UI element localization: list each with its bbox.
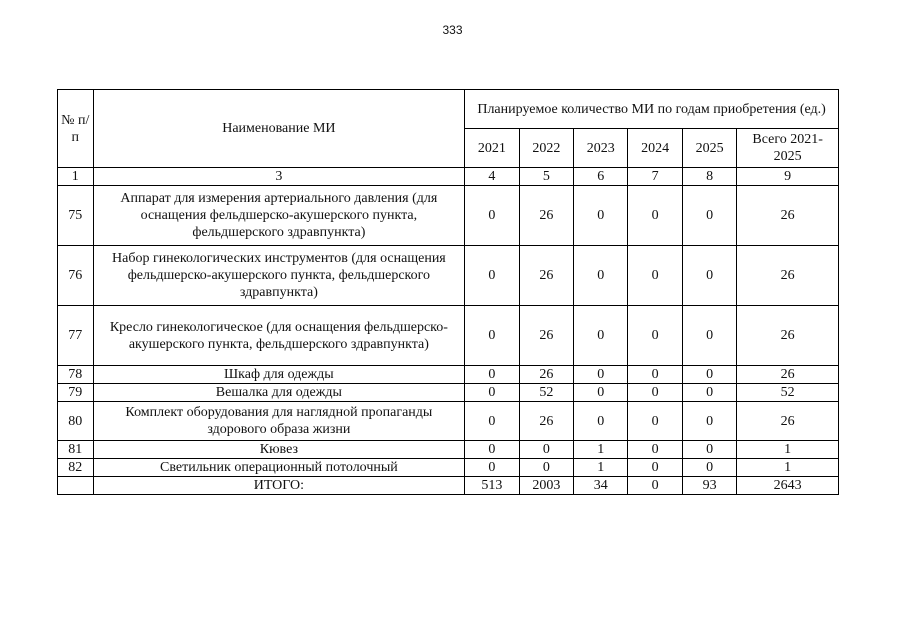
value-2024: 0 [628, 441, 682, 459]
row-number: 81 [58, 441, 94, 459]
item-name: Кювез [93, 441, 465, 459]
value-2025: 0 [682, 441, 736, 459]
value-2023: 0 [574, 402, 628, 441]
row-number: 82 [58, 459, 94, 477]
medical-equipment-table [57, 89, 839, 495]
value-2025: 0 [682, 306, 736, 366]
value-2022: 26 [519, 306, 573, 366]
value-2022: 26 [519, 186, 573, 246]
table-row [58, 246, 839, 306]
header-total: Всего 2021-2025 [737, 129, 839, 168]
header-year-2023: 2023 [574, 129, 628, 168]
column-number-row [58, 168, 839, 186]
table-row [58, 306, 839, 366]
value-2023: 0 [574, 384, 628, 402]
row-number: 75 [58, 186, 94, 246]
value-total: 26 [737, 402, 839, 441]
value-2023: 0 [574, 306, 628, 366]
column-number: 9 [737, 168, 839, 186]
item-name: Шкаф для одежды [93, 366, 465, 384]
value-2025: 0 [682, 366, 736, 384]
value-2025: 0 [682, 459, 736, 477]
value-2021: 0 [465, 186, 519, 246]
header-group: Планируемое количество МИ по годам приобретения (ед.) [465, 90, 839, 129]
item-name: Аппарат для измерения артериального давления (для оснащения фельдшерско-акушерского пункта, фельдшерского здравпункта) [93, 186, 465, 246]
value-total: 1 [737, 441, 839, 459]
value-2022: 0 [519, 459, 573, 477]
value-2022: 26 [519, 366, 573, 384]
value-2024: 0 [628, 384, 682, 402]
item-name: Кресло гинекологическое (для оснащения фельдшерско-акушерского пункта, фельдшерского здравпункта) [93, 306, 465, 366]
column-number: 8 [682, 168, 736, 186]
value-total: 52 [737, 384, 839, 402]
total-2023: 34 [574, 477, 628, 495]
value-2024: 0 [628, 186, 682, 246]
value-2022: 52 [519, 384, 573, 402]
total-row [58, 477, 839, 495]
total-2022: 2003 [519, 477, 573, 495]
value-2024: 0 [628, 246, 682, 306]
header-year-2021: 2021 [465, 129, 519, 168]
column-number: 7 [628, 168, 682, 186]
column-number: 6 [574, 168, 628, 186]
value-2023: 0 [574, 366, 628, 384]
column-number: 1 [58, 168, 94, 186]
table-row [58, 186, 839, 246]
item-name: Светильник операционный потолочный [93, 459, 465, 477]
value-2024: 0 [628, 366, 682, 384]
header-row-1 [58, 90, 839, 129]
value-2025: 0 [682, 186, 736, 246]
row-number: 77 [58, 306, 94, 366]
total-row-empty-cell [58, 477, 94, 495]
value-2025: 0 [682, 402, 736, 441]
value-2024: 0 [628, 459, 682, 477]
value-2023: 1 [574, 441, 628, 459]
value-total: 26 [737, 246, 839, 306]
value-2024: 0 [628, 306, 682, 366]
value-2021: 0 [465, 441, 519, 459]
value-total: 26 [737, 366, 839, 384]
table-row [58, 459, 839, 477]
header-name: Наименование МИ [93, 90, 465, 168]
row-number: 78 [58, 366, 94, 384]
row-number: 79 [58, 384, 94, 402]
value-2023: 0 [574, 246, 628, 306]
row-number: 76 [58, 246, 94, 306]
table-row [58, 384, 839, 402]
value-2022: 26 [519, 246, 573, 306]
column-number: 3 [93, 168, 465, 186]
value-2021: 0 [465, 246, 519, 306]
value-total: 1 [737, 459, 839, 477]
value-total: 26 [737, 306, 839, 366]
value-2021: 0 [465, 366, 519, 384]
row-number: 80 [58, 402, 94, 441]
value-2023: 1 [574, 459, 628, 477]
header-year-2024: 2024 [628, 129, 682, 168]
value-2021: 0 [465, 306, 519, 366]
value-2025: 0 [682, 384, 736, 402]
column-number: 4 [465, 168, 519, 186]
total-all: 2643 [737, 477, 839, 495]
total-2024: 0 [628, 477, 682, 495]
value-total: 26 [737, 186, 839, 246]
page-number: 333 [442, 23, 463, 37]
header-year-2022: 2022 [519, 129, 573, 168]
value-2024: 0 [628, 402, 682, 441]
header-year-2025: 2025 [682, 129, 736, 168]
table-row [58, 366, 839, 384]
value-2022: 0 [519, 441, 573, 459]
item-name: Комплект оборудования для наглядной пропаганды здорового образа жизни [93, 402, 465, 441]
value-2025: 0 [682, 246, 736, 306]
value-2021: 0 [465, 459, 519, 477]
total-2021: 513 [465, 477, 519, 495]
value-2023: 0 [574, 186, 628, 246]
table-row [58, 402, 839, 441]
header-no: № п/п [58, 90, 94, 168]
item-name: Набор гинекологических инструментов (для оснащения фельдшерско-акушерского пункта, фельдшерского здравпункта) [93, 246, 465, 306]
column-number: 5 [519, 168, 573, 186]
total-2025: 93 [682, 477, 736, 495]
value-2021: 0 [465, 402, 519, 441]
item-name: Вешалка для одежды [93, 384, 465, 402]
value-2021: 0 [465, 384, 519, 402]
value-2022: 26 [519, 402, 573, 441]
table-row [58, 441, 839, 459]
total-label: ИТОГО: [93, 477, 465, 495]
